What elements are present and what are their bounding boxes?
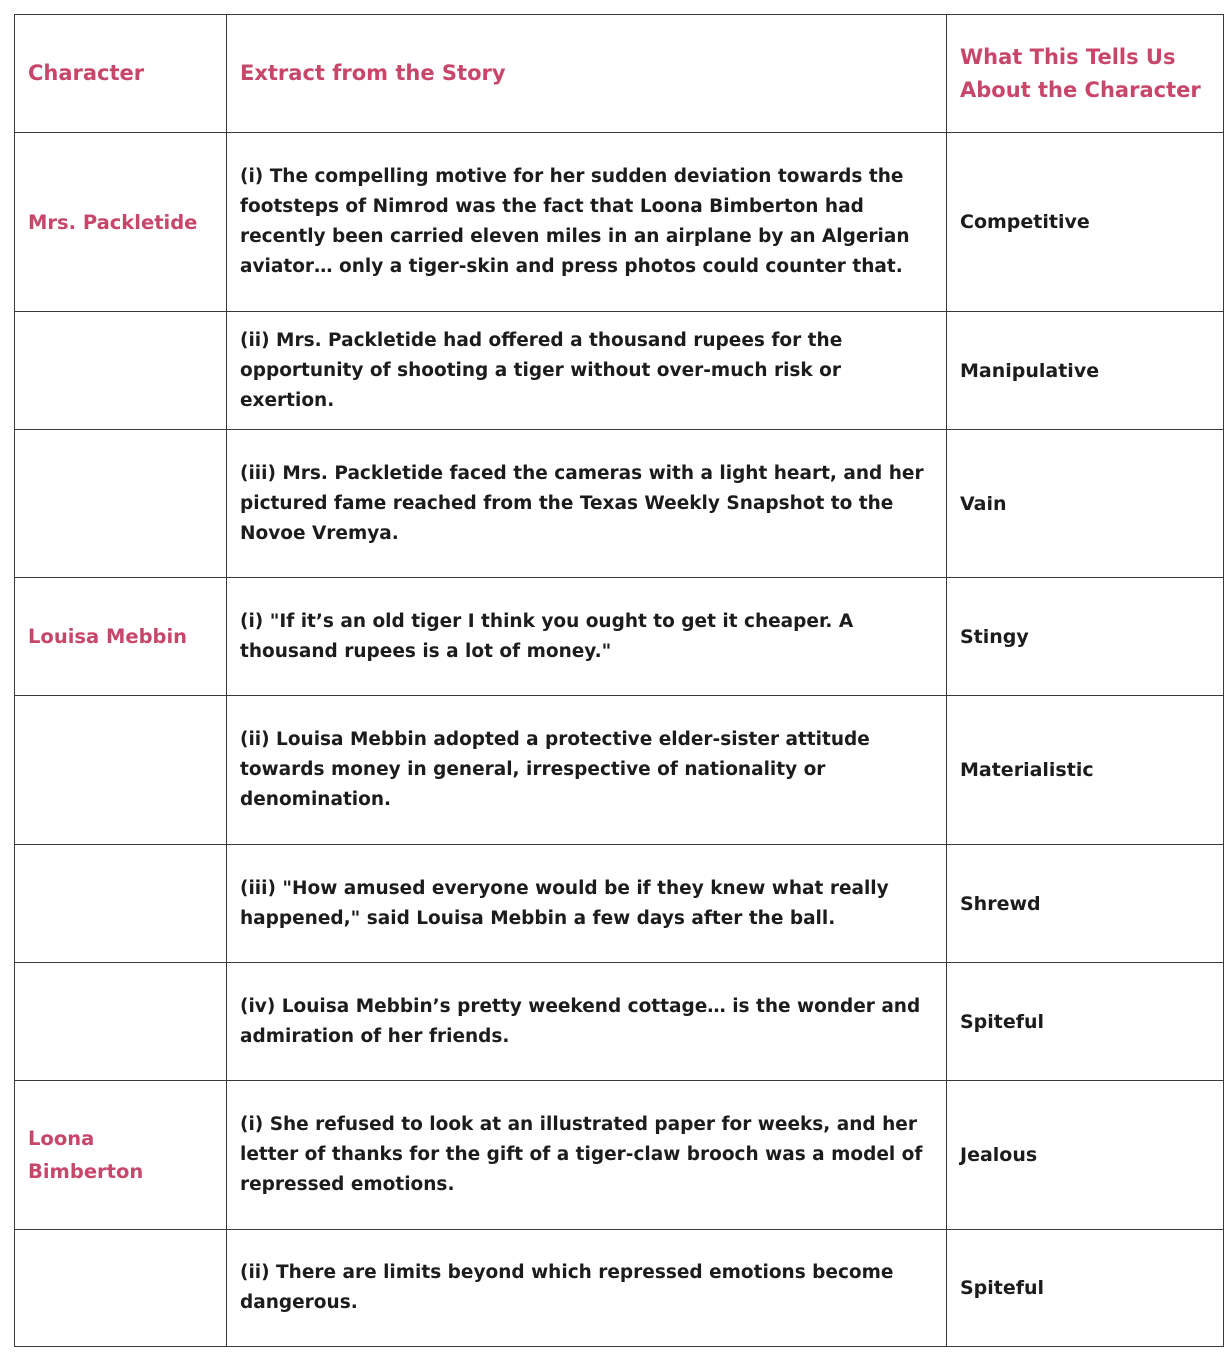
character-name: Loona Bimberton <box>15 1081 227 1230</box>
character-name <box>15 312 227 430</box>
character-name <box>15 696 227 845</box>
header-row <box>15 15 1224 133</box>
character-name <box>15 963 227 1081</box>
story-extract: (iv) Louisa Mebbin’s pretty weekend cottage… is the wonder and admiration of her friends. <box>227 963 947 1081</box>
table-row <box>15 1230 1224 1347</box>
story-extract: (iii) Mrs. Packletide faced the cameras with a light heart, and her pictured fame reached from the Texas Weekly Snapshot to the Novoe Vremya. <box>227 430 947 578</box>
character-name <box>15 845 227 963</box>
character-trait: Jealous <box>947 1081 1224 1230</box>
table-row <box>15 696 1224 845</box>
story-extract: (ii) Louisa Mebbin adopted a protective elder-sister attitude towards money in general, irrespective of nationality or denomination. <box>227 696 947 845</box>
character-trait: Competitive <box>947 133 1224 312</box>
table-row <box>15 963 1224 1081</box>
table-row <box>15 430 1224 578</box>
story-extract: (iii) "How amused everyone would be if they knew what really happened," said Louisa Mebbin a few days after the ball. <box>227 845 947 963</box>
story-extract: (i) "If it’s an old tiger I think you ought to get it cheaper. A thousand rupees is a lot of money." <box>227 578 947 696</box>
character-trait: Stingy <box>947 578 1224 696</box>
character-trait: Spiteful <box>947 1230 1224 1347</box>
character-name: Mrs. Packletide <box>15 133 227 312</box>
table-row <box>15 845 1224 963</box>
story-extract: (ii) Mrs. Packletide had offered a thousand rupees for the opportunity of shooting a tiger without over-much risk or exertion. <box>227 312 947 430</box>
table-row <box>15 578 1224 696</box>
character-analysis-table <box>14 14 1224 1347</box>
header-character: Character <box>15 15 227 133</box>
story-extract: (i) The compelling motive for her sudden deviation towards the footsteps of Nimrod was the fact that Loona Bimberton had recently been carried eleven miles in an airplane by an Algerian aviator… only a tiger-skin and press photos could counter that. <box>227 133 947 312</box>
character-trait: Vain <box>947 430 1224 578</box>
character-trait: Manipulative <box>947 312 1224 430</box>
table-row <box>15 312 1224 430</box>
table-row <box>15 133 1224 312</box>
character-name <box>15 1230 227 1347</box>
character-trait: Shrewd <box>947 845 1224 963</box>
character-trait: Materialistic <box>947 696 1224 845</box>
character-name <box>15 430 227 578</box>
character-trait: Spiteful <box>947 963 1224 1081</box>
header-meaning: What This Tells Us About the Character <box>947 15 1224 133</box>
story-extract: (i) She refused to look at an illustrated paper for weeks, and her letter of thanks for the gift of a tiger-claw brooch was a model of repressed emotions. <box>227 1081 947 1230</box>
header-extract: Extract from the Story <box>227 15 947 133</box>
story-extract: (ii) There are limits beyond which repressed emotions become dangerous. <box>227 1230 947 1347</box>
table-row <box>15 1081 1224 1230</box>
character-name: Louisa Mebbin <box>15 578 227 696</box>
